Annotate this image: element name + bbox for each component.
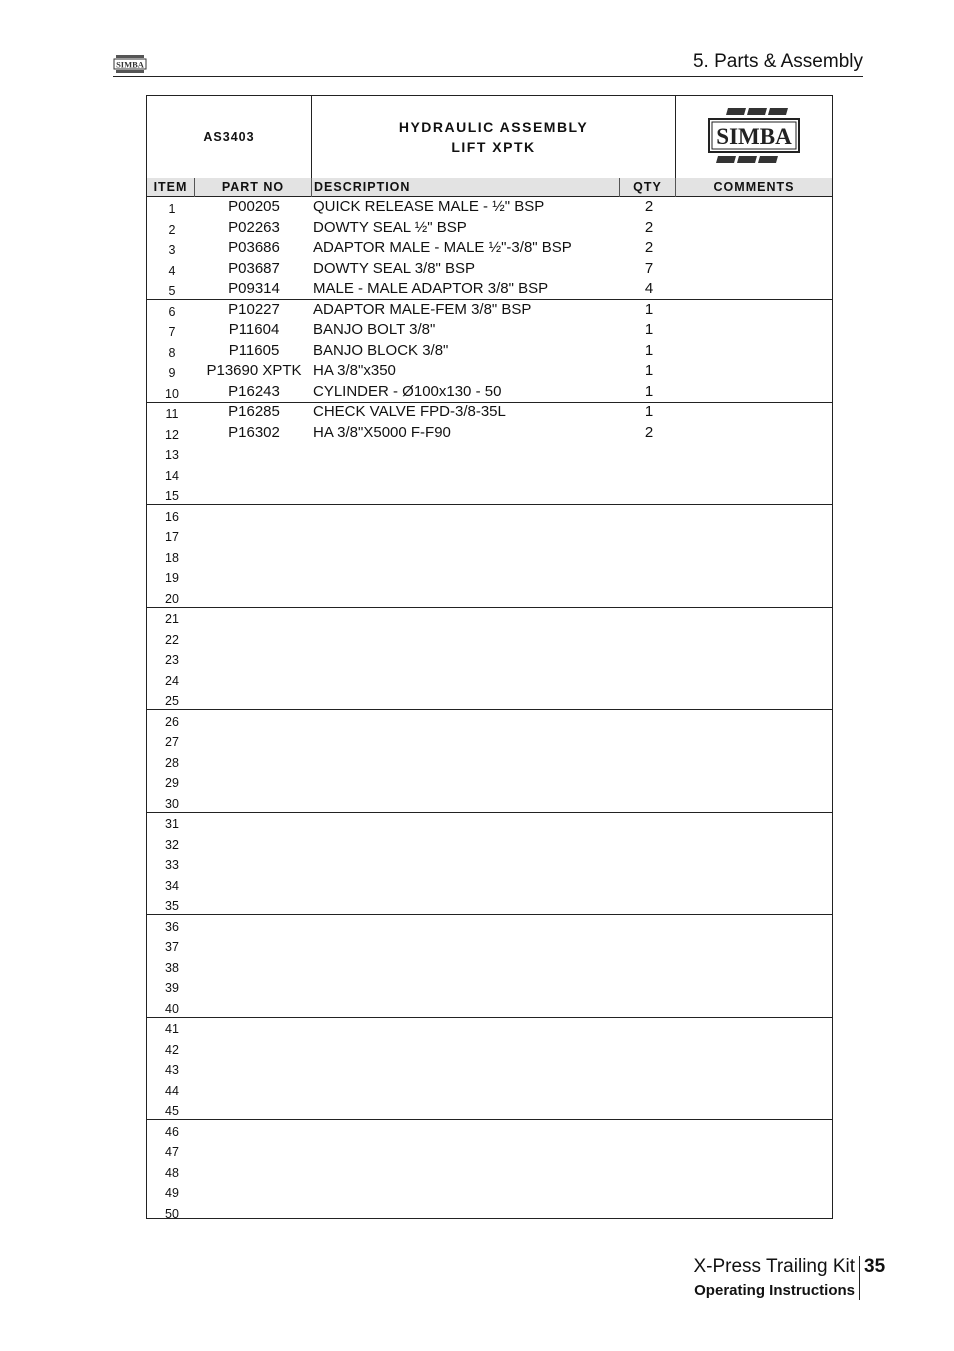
- cell-item: 44: [165, 1083, 179, 1098]
- cell-qty: 1: [644, 362, 654, 379]
- cell-description: MALE - MALE ADAPTOR 3/8" BSP: [313, 280, 549, 297]
- cell-description: DOWTY SEAL ½" BSP: [313, 218, 467, 236]
- assembly-title-line2: LIFT XPTK: [451, 139, 536, 155]
- cell-qty: 2: [644, 239, 654, 256]
- cell-item: 43: [165, 1063, 179, 1077]
- cell-item: 4: [168, 263, 176, 278]
- cell-part-no: P13690 XPTK: [206, 362, 302, 379]
- cell-description: BANJO BLOCK 3/8": [313, 341, 449, 359]
- section-title: 5. Parts & Assembly: [692, 51, 863, 72]
- cell-item: 5: [168, 284, 176, 298]
- table-row: [147, 1161, 832, 1182]
- table-row: [147, 505, 832, 526]
- table-row: [147, 1017, 832, 1038]
- cell-description: QUICK RELEASE MALE - ½" BSP: [313, 198, 545, 215]
- table-row: [147, 238, 832, 259]
- table-row: [147, 956, 832, 977]
- assembly-title: [311, 96, 676, 178]
- cell-qty: 2: [644, 423, 654, 441]
- cell-item: 41: [165, 1022, 179, 1036]
- cell-item: 45: [165, 1104, 179, 1118]
- table-row: [147, 218, 832, 239]
- cell-description: HA 3/8"X5000 F-F90: [313, 423, 451, 441]
- table-row: [147, 1202, 832, 1223]
- cell-part-no: P11604: [228, 321, 280, 338]
- cell-part-no: P16285: [228, 403, 280, 420]
- cell-part-no: P16243: [228, 382, 280, 400]
- cell-item: 17: [165, 530, 179, 544]
- cell-item: 6: [168, 304, 176, 319]
- table-row: [147, 894, 832, 915]
- table-row: [147, 607, 832, 628]
- cell-item: 20: [165, 591, 179, 606]
- simba-small-logo: [113, 55, 147, 73]
- cell-item: 23: [165, 653, 179, 667]
- cell-item: 30: [165, 796, 179, 811]
- cell-part-no: P03686: [228, 239, 280, 256]
- table-row: [147, 1099, 832, 1120]
- table-row: [147, 341, 832, 362]
- simba-small-logo-text: SIMBA: [116, 59, 144, 70]
- table-row: [147, 279, 832, 300]
- table-row: [147, 1038, 832, 1059]
- cell-item: 19: [165, 571, 179, 585]
- table-row: [147, 361, 832, 382]
- cell-item: 33: [165, 858, 179, 872]
- column-header-description: DESCRIPTION: [312, 178, 620, 197]
- table-row: [147, 669, 832, 690]
- table-row: [147, 546, 832, 567]
- column-header-row: [147, 178, 832, 197]
- table-row: [147, 628, 832, 649]
- cell-item: 7: [168, 325, 176, 339]
- column-header-item: ITEM: [147, 178, 195, 197]
- table-row: [147, 320, 832, 341]
- table-row: [147, 1181, 832, 1202]
- cell-item: 37: [165, 940, 179, 954]
- cell-item: 32: [165, 837, 179, 852]
- cell-item: 49: [165, 1186, 179, 1200]
- table-row: [147, 402, 832, 423]
- table-row: [147, 197, 832, 218]
- table-row: [147, 484, 832, 505]
- cell-part-no: P09314: [228, 280, 280, 297]
- cell-description: CHECK VALVE FPD-3/8-35L: [313, 403, 506, 420]
- cell-qty: 4: [644, 280, 654, 297]
- cell-item: 8: [168, 345, 176, 360]
- table-row: [147, 812, 832, 833]
- page-number: 35: [864, 1256, 886, 1277]
- cell-item: 25: [165, 694, 179, 708]
- cell-description: HA 3/8"x350: [313, 362, 396, 379]
- table-row: [147, 730, 832, 751]
- table-row: [147, 423, 832, 444]
- cell-qty: 1: [644, 300, 654, 318]
- table-row: [147, 566, 832, 587]
- table-row: [147, 300, 832, 321]
- table-row: [147, 1140, 832, 1161]
- cell-qty: 7: [644, 259, 654, 277]
- footer-divider: [859, 1256, 860, 1300]
- cell-item: 16: [165, 509, 179, 524]
- cell-part-no: P03687: [228, 259, 280, 277]
- table-row: [147, 648, 832, 669]
- header-rule: [113, 76, 863, 77]
- footer-title: X-Press Trailing Kit: [693, 1256, 855, 1277]
- table-row: [147, 976, 832, 997]
- cell-item: 31: [165, 817, 179, 831]
- cell-description: DOWTY SEAL 3/8" BSP: [313, 259, 476, 277]
- cell-description: ADAPTOR MALE-FEM 3/8" BSP: [313, 300, 532, 318]
- cell-item: 36: [165, 919, 179, 934]
- simba-logo: [706, 105, 802, 169]
- cell-description: CYLINDER - Ø100x130 - 50: [313, 382, 502, 400]
- cell-item: 27: [165, 735, 179, 749]
- cell-item: 10: [165, 386, 179, 401]
- cell-item: 42: [165, 1042, 179, 1057]
- assembly-title-row: [147, 96, 832, 179]
- cell-item: 11: [165, 407, 179, 421]
- table-row: [147, 833, 832, 854]
- cell-item: 14: [165, 468, 179, 483]
- brand-logo: [676, 96, 832, 178]
- cell-item: 29: [165, 776, 179, 790]
- cell-description: ADAPTOR MALE - MALE ½"-3/8" BSP: [313, 239, 572, 256]
- table-row: [147, 771, 832, 792]
- cell-item: 24: [165, 673, 179, 688]
- cell-qty: 1: [644, 382, 654, 400]
- table-row: [147, 1120, 832, 1141]
- cell-item: 2: [168, 222, 176, 237]
- cell-part-no: P11605: [228, 341, 280, 359]
- cell-part-no: P10227: [228, 300, 280, 318]
- column-header-part-no: PART NO: [195, 178, 312, 197]
- cell-qty: 1: [644, 341, 654, 359]
- table-row: [147, 751, 832, 772]
- table-row: [147, 443, 832, 464]
- cell-qty: 1: [644, 321, 654, 338]
- cell-part-no: P02263: [228, 218, 280, 236]
- table-row: [147, 525, 832, 546]
- footer-subtitle: Operating Instructions: [694, 1282, 855, 1299]
- cell-item: 38: [165, 960, 179, 975]
- cell-item: 39: [165, 981, 179, 995]
- table-row: [147, 689, 832, 710]
- parts-sheet: [146, 95, 833, 1219]
- assembly-number: AS3403: [203, 130, 255, 144]
- assembly-title-line1: HYDRAULIC ASSEMBLY: [398, 119, 589, 135]
- cell-item: 40: [165, 1001, 179, 1016]
- cell-item: 26: [165, 714, 179, 729]
- table-row: [147, 997, 832, 1018]
- cell-qty: 1: [644, 403, 654, 420]
- cell-item: 47: [165, 1145, 179, 1159]
- cell-item: 1: [168, 202, 176, 216]
- cell-item: 46: [165, 1124, 179, 1139]
- cell-item: 22: [165, 632, 179, 647]
- simba-logo-text: SIMBA: [716, 124, 792, 149]
- table-row: [147, 259, 832, 280]
- cell-item: 3: [168, 243, 176, 257]
- cell-item: 9: [168, 366, 176, 380]
- table-row: [147, 874, 832, 895]
- cell-item: 50: [165, 1206, 179, 1221]
- cell-item: 48: [165, 1165, 179, 1180]
- table-row: [147, 710, 832, 731]
- cell-item: 35: [165, 899, 179, 913]
- table-row: [147, 382, 832, 403]
- cell-item: 15: [165, 489, 179, 503]
- table-row: [147, 1058, 832, 1079]
- table-row: [147, 587, 832, 608]
- cell-item: 13: [165, 448, 179, 462]
- cell-item: 18: [165, 550, 179, 565]
- cell-item: 21: [165, 612, 179, 626]
- cell-part-no: P00205: [228, 198, 280, 215]
- cell-description: BANJO BOLT 3/8": [313, 321, 436, 338]
- table-row: [147, 915, 832, 936]
- cell-item: 28: [165, 755, 179, 770]
- cell-item: 34: [165, 878, 179, 893]
- table-row: [147, 1079, 832, 1100]
- cell-qty: 2: [644, 198, 654, 215]
- table-row: [147, 792, 832, 813]
- cell-qty: 2: [644, 218, 654, 236]
- cell-part-no: P16302: [228, 423, 280, 441]
- table-row: [147, 853, 832, 874]
- table-row: [147, 935, 832, 956]
- cell-item: 12: [165, 427, 179, 442]
- column-header-comments: COMMENTS: [713, 180, 795, 194]
- table-row: [147, 464, 832, 485]
- column-header-qty: QTY: [620, 178, 676, 197]
